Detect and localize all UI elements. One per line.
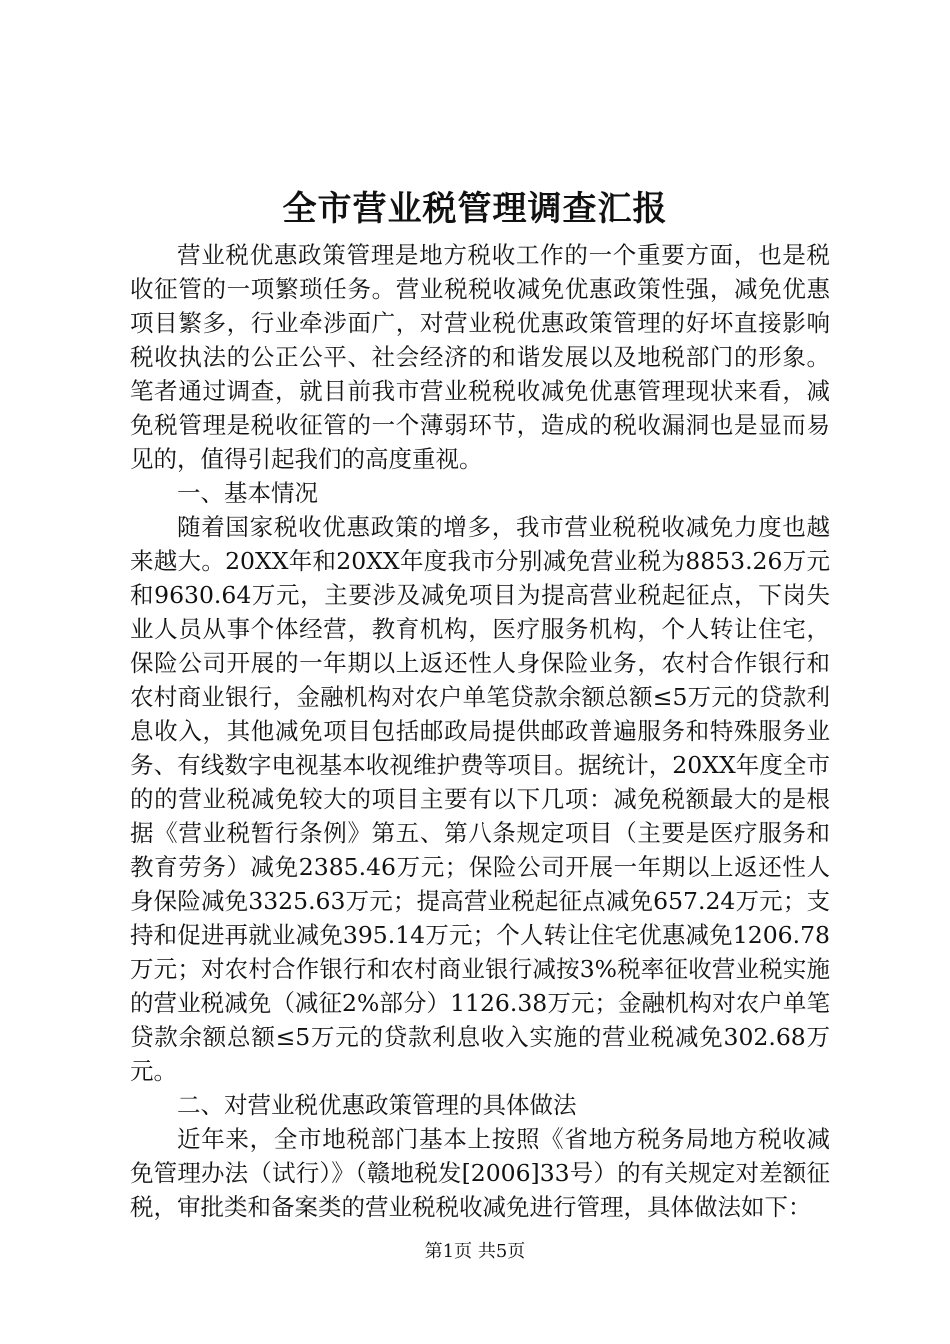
paragraph-intro: 营业税优惠政策管理是地方税收工作的一个重要方面，也是税收征管的一项繁琐任务。营业税税收减免优惠政策性强，减免优惠项目繁多，行业牵涉面广，对营业税优惠政策管理的好坏直接影响税收执法的公正公平、社会经济的和谐发展以及地税部门的形象。笔者通过调查，就目前我市营业税税收减免优惠管理现状来看，减免税管理是税收征管的一个薄弱环节，造成的税收漏洞也是显而易见的，值得引起我们的高度重视。 bbox=[130, 241, 830, 473]
section-heading-specific-practices: 二、对营业税优惠政策管理的具体做法 bbox=[177, 1091, 577, 1119]
page-footer: 第1页 共5页 bbox=[424, 1241, 526, 1262]
paragraph-basic-situation: 随着国家税收优惠政策的增多，我市营业税税收减免力度也越来越大。20XX年和20XX年度我市分别减免营业税为8853.26万元和9630.64万元，主要涉及减免项目为提高营业税起征点，下岗失业人员从事个体经营，教育机构，医疗服务机构，个人转让住宅，保险公司开展的一年期以上返还性人身保险业务，农村合作银行和农村商业银行，金融机构对农户单笔贷款余额总额≤5万元的贷款利息收入，其他减免项目包括邮政局提供邮政普遍服务和特殊服务业务、有线数字电视基本收视维护费等项目。据统计，20XX年度全市的的营业税减免较大的项目主要有以下几项：减免税额最大的是根据《营业税暂行条例》第五、第八条规定项目（主要是医疗服务和教育劳务）减免2385.46万元；保险公司开展一年期以上返还性人身保险减免3325.63万元；提高营业税起征点减免657.24万元；支持和促进再就业减免395.14万元；个人转让住宅优惠减免1206.78万元；对农村合作银行和农村商业银行减按3%税率征收营业税实施的营业税减免（减征2%部分）1126.38万元；金融机构对农户单笔贷款余额总额≤5万元的贷款利息收入实施的营业税减免302.68万元。 bbox=[130, 513, 830, 1085]
section-heading-basic-situation: 一、基本情况 bbox=[177, 479, 318, 507]
document-title: 全市营业税管理调查汇报 bbox=[282, 189, 668, 229]
paragraph-specific-practices: 近年来，全市地税部门基本上按照《省地方税务局地方税收减免管理办法（试行）》（赣地税发[2006]33号）的有关规定对差额征税，审批类和备案类的营业税税收减免进行管理，具体做法如下： bbox=[130, 1125, 830, 1221]
document-body bbox=[130, 238, 830, 1224]
